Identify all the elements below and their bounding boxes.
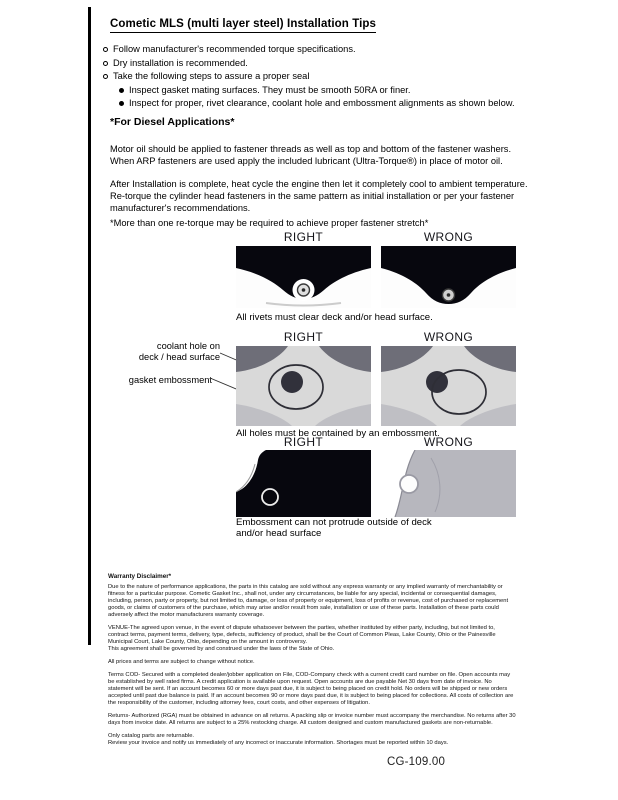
wrong-label-row3: WRONG <box>423 435 474 449</box>
installation-tips-list <box>103 44 543 112</box>
right-label-row3: RIGHT <box>283 435 324 449</box>
tip-text: Follow manufacturer's recommended torque specifications. <box>113 44 356 54</box>
warranty-paragraph: All prices and terms are subject to change without notice. <box>108 659 255 665</box>
warranty-venue-block <box>108 625 516 653</box>
row3-caption: Embossment can not protrude outside of deck and/or head surface <box>236 517 432 539</box>
diesel-paragraph-2: After Installation is complete, heat cycle the engine then let it completely cool to ambient temperature. Re-torque the cylinder head fasteners in the same pattern as initial installation or per your fastener manufacturer's recommendations. <box>110 179 528 214</box>
tip-text: Inspect for proper, rivet clearance, coolant hole and embossment alignments as shown below. <box>129 98 515 108</box>
filled-bullet-icon <box>119 88 124 93</box>
warranty-paragraph: Terms COD- Secured with a completed dealer/jobber application on File, COD-Company check with a current credit card number on file. Open accounts may be established by well rated firms. A credit application is available upon request. Open accounts are due payable Net 30 days from date of invoice. No statement will be sent. If an account becomes 60 or more days past due, it is subject to being placed on credit hold. No orders will be shipped or new orders accepted until past due balance is paid. If an account becomes 90 or more days past due, it is subject to being placed for collections. All costs of collection are the responsibility of the customer, including attorney fees, court costs, and other expenses of litigation. <box>108 672 514 706</box>
rivet-clearance-right-illustration <box>236 246 371 308</box>
rivet-clearance-wrong-illustration <box>381 246 516 308</box>
warranty-paragraph: Only catalog parts are returnable. <box>108 733 195 739</box>
warranty-returns-block <box>108 733 516 747</box>
diesel-paragraph-1: Motor oil should be applied to fastener threads as well as top and bottom of the fastener washers. When ARP fasteners are used apply the included lubricant (Ultra-Torque®) in place of motor oil. <box>110 144 512 167</box>
tip-item <box>103 44 543 55</box>
embossment-containment-right-illustration <box>236 346 371 426</box>
row1-caption: All rivets must clear deck and/or head surface. <box>236 312 433 323</box>
embossment-protrusion-right-illustration <box>236 450 371 517</box>
tip-subitem <box>119 98 543 109</box>
row2-caption: All holes must be contained by an embossment. <box>236 428 440 439</box>
tip-text: Inspect gasket mating surfaces. They must be smooth 50RA or finer. <box>129 84 411 95</box>
embossment-protrusion-wrong-illustration <box>381 450 516 517</box>
filled-bullet-icon <box>119 101 124 106</box>
right-label-row1: RIGHT <box>283 230 324 244</box>
coolant-hole-annotation: coolant hole on deck / head surface <box>138 341 220 362</box>
hollow-bullet-icon <box>103 61 108 66</box>
gasket-embossment-annotation: gasket embossment <box>128 375 212 385</box>
wrong-label-row1: WRONG <box>423 230 474 244</box>
tip-item <box>103 71 543 82</box>
warranty-paragraph: VENUE-The agreed upon venue, in the event of dispute whatsoever between the parties, whether instituted by either party, including, but not limited to, contract terms, payment terms, delivery, type, defects, sufficiency of product, shall be the Court of Common Pleas, Lake County, Ohio or the Painesville Municipal Court, Lake County, Ohio, depending on the amount in controversy. <box>108 625 496 645</box>
warranty-disclaimer-section <box>108 573 516 753</box>
warranty-heading: Warranty Disclaimer* <box>108 573 172 580</box>
tip-text: Take the following steps to assure a proper seal <box>113 71 310 81</box>
left-border-line <box>88 7 91 645</box>
diesel-applications-heading: *For Diesel Applications* <box>110 116 235 128</box>
tip-text: Dry installation is recommended. <box>113 57 248 68</box>
wrong-label-row2: WRONG <box>423 330 474 344</box>
warranty-paragraph: Review your invoice and notify us immediately of any incorrect or inaccurate information. Shortages must be reported within 10 days. <box>108 740 449 746</box>
tip-subitem <box>119 85 543 96</box>
warranty-paragraph: Returns- Authorized (RGA) must be obtained in advance on all returns. A packing slip or invoice number must accompany the merchandise. No returns after 30 days from invoice date. All returns are subject to a 25% restocking charge. All custom designed and custom manufactured gaskets are non-returnable. <box>108 713 516 726</box>
warranty-paragraph: This agreement shall be governed by and construed under the laws of the State of Ohio. <box>108 646 335 652</box>
tip-item <box>103 58 543 69</box>
document-number: CG-109.00 <box>387 756 446 768</box>
hollow-bullet-icon <box>103 47 108 52</box>
hollow-bullet-icon <box>103 74 108 79</box>
page-title: Cometic MLS (multi layer steel) Installation Tips <box>110 18 376 33</box>
retorque-note: *More than one re-torque may be required to achieve proper fastener stretch* <box>110 218 429 229</box>
warranty-paragraph: Due to the nature of performance applications, the parts in this catalog are sold without any express warranty or any implied warranty of merchantability or fitness for a particular purpose. Cometic Gasket Inc., shall not, under any circumstances, be liable for any special, incidental or consequential damages, including, person, party or property, but not limited to, damage, or loss of property or equipment, loss of profits or revenue, cost of purchased or replacement goods, or claims of customers of the purchase, which may arise and/or result from sale, installation or use of these parts. Installation of these parts could adversely affect the motor manufacturers warranty coverage. <box>108 584 509 618</box>
embossment-containment-wrong-illustration <box>381 346 516 426</box>
right-label-row2: RIGHT <box>283 330 324 344</box>
